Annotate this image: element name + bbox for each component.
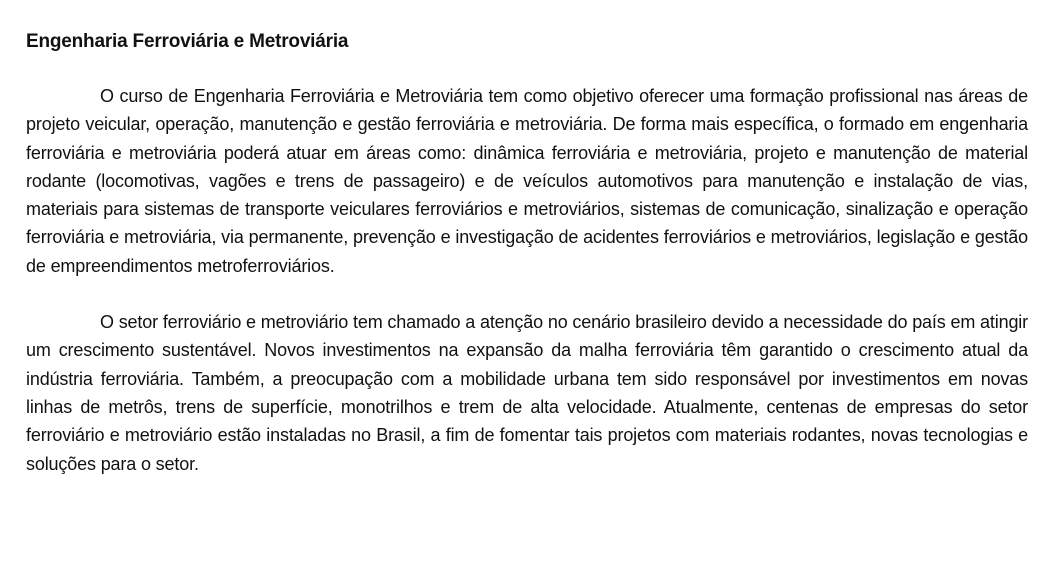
paragraph-sector-overview: O setor ferroviário e metroviário tem chamado a atenção no cenário brasileiro devido a necessidade do país em atingir um crescimento sustentável. Novos investimentos na expansão da malha ferroviária têm garantido o crescimento atual da indústria ferroviária. Também, a preocupação com a mobilidade urbana tem sido responsável por investimentos em novas linhas de metrôs, trens de superfície, monotrilhos e trem de alta velocidade. Atualmente, centenas de empresas do setor ferroviário e metroviário estão instaladas no Brasil, a fim de fomentar tais projetos com materiais rodantes, novas tecnologias e soluções para o setor. <box>26 312 1028 474</box>
paragraph-course-description: O curso de Engenharia Ferroviária e Metroviária tem como objetivo oferecer uma formação profissional nas áreas de projeto veicular, operação, manutenção e gestão ferroviária e metroviária. De forma mais específica, o formado em engenharia ferroviária e metroviária poderá atuar em áreas como: dinâmica ferroviária e metroviária, projeto e manutenção de material rodante (locomotivas, vagões e trens de passageiro) e de veículos automotivos para manutenção e instalação de vias, materiais para sistemas de transporte veiculares ferroviários e metroviários, sistemas de comunicação, sinalização e operação ferroviária e metroviária, via permanente, prevenção e investigação de acidentes ferroviários e metroviários, legislação e gestão de empreendimentos metroferroviários. <box>26 86 1028 276</box>
document-page <box>26 30 1028 506</box>
page-title: Engenharia Ferroviária e Metroviária <box>26 31 349 52</box>
